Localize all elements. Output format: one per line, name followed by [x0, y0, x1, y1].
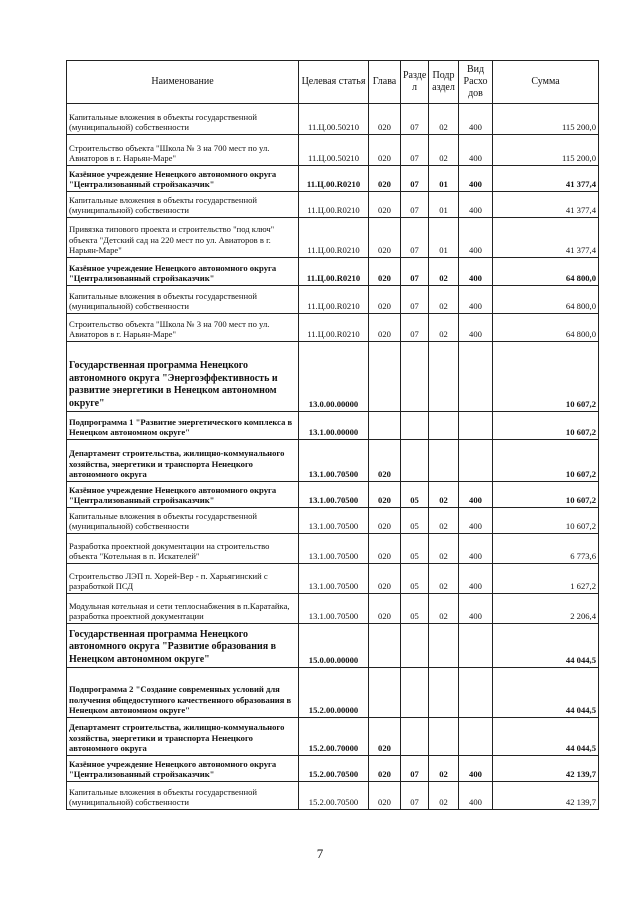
row-subsection-cell: 02	[429, 286, 459, 314]
row-expense-type-cell: 400	[459, 218, 493, 258]
row-chapter-cell: 020	[369, 534, 401, 564]
table-row	[67, 218, 599, 258]
row-subsection-cell: 02	[429, 314, 459, 342]
row-target-cell: 15.2.00.70500	[299, 782, 369, 810]
row-section-cell: 05	[401, 564, 429, 594]
row-section-cell	[401, 718, 429, 756]
row-expense-type-cell	[459, 718, 493, 756]
row-subsection-cell	[429, 624, 459, 668]
row-subsection-cell: 02	[429, 104, 459, 135]
row-chapter-cell: 020	[369, 218, 401, 258]
row-target-cell: 13.0.00.00000	[299, 342, 369, 412]
row-expense-type-cell: 400	[459, 534, 493, 564]
row-sum-cell: 64 800,0	[493, 258, 599, 286]
row-sum-cell: 44 044,5	[493, 718, 599, 756]
row-sum-cell: 10 607,2	[493, 508, 599, 534]
row-name-cell: Департамент строительства, жилищно-коммунального хозяйства, энергетики и транспорта Ненецкого автономного округа	[67, 440, 299, 482]
row-chapter-cell	[369, 624, 401, 668]
table-row	[67, 192, 599, 218]
header-subsection: Подр аздел	[429, 61, 459, 104]
row-sum-cell: 2 206,4	[493, 594, 599, 624]
row-target-cell: 11.Ц.00.R0210	[299, 192, 369, 218]
table-row	[67, 594, 599, 624]
table-row	[67, 482, 599, 508]
row-expense-type-cell: 400	[459, 564, 493, 594]
row-chapter-cell: 020	[369, 756, 401, 782]
table-header-row	[67, 61, 599, 104]
row-section-cell: 05	[401, 482, 429, 508]
row-section-cell	[401, 440, 429, 482]
row-chapter-cell: 020	[369, 135, 401, 166]
row-sum-cell: 10 607,2	[493, 482, 599, 508]
header-expense-type: Вид Расхо дов	[459, 61, 493, 104]
row-name-cell: Подпрограмма 2 "Создание современных условий для получения общедоступного качественного образования в Ненецком автономном округе"	[67, 668, 299, 718]
row-expense-type-cell: 400	[459, 756, 493, 782]
row-target-cell: 11.Ц.00.50210	[299, 104, 369, 135]
row-name-cell: Капитальные вложения в объекты государственной (муниципальной) собственности	[67, 782, 299, 810]
table-row	[67, 718, 599, 756]
row-name-cell: Казённое учреждение Ненецкого автономного округа "Централизованный стройзаказчик"	[67, 756, 299, 782]
header-target-article: Целевая статья	[299, 61, 369, 104]
row-expense-type-cell: 400	[459, 166, 493, 192]
row-chapter-cell	[369, 412, 401, 440]
row-target-cell: 13.1.00.70500	[299, 482, 369, 508]
row-expense-type-cell: 400	[459, 104, 493, 135]
row-name-cell: Привязка типового проекта и строительство "под ключ" объекта "Детский сад на 220 мест по ул. Авиаторов в г. Нарьян-Маре"	[67, 218, 299, 258]
row-section-cell	[401, 412, 429, 440]
row-expense-type-cell: 400	[459, 192, 493, 218]
row-section-cell: 07	[401, 192, 429, 218]
row-target-cell: 13.1.00.70500	[299, 594, 369, 624]
row-chapter-cell: 020	[369, 782, 401, 810]
row-name-cell: Казённое учреждение Ненецкого автономного округа "Централизованный стройзаказчик"	[67, 482, 299, 508]
row-chapter-cell: 020	[369, 594, 401, 624]
table-row	[67, 624, 599, 668]
row-section-cell: 07	[401, 104, 429, 135]
budget-table	[66, 60, 599, 810]
row-name-cell: Капитальные вложения в объекты государственной (муниципальной) собственности	[67, 508, 299, 534]
row-expense-type-cell	[459, 342, 493, 412]
row-expense-type-cell	[459, 412, 493, 440]
row-expense-type-cell	[459, 624, 493, 668]
row-sum-cell: 10 607,2	[493, 440, 599, 482]
row-sum-cell: 41 377,4	[493, 166, 599, 192]
row-sum-cell: 41 377,4	[493, 192, 599, 218]
row-sum-cell: 115 200,0	[493, 135, 599, 166]
row-expense-type-cell	[459, 440, 493, 482]
header-sum: Сумма	[493, 61, 599, 104]
row-section-cell	[401, 668, 429, 718]
row-section-cell: 05	[401, 594, 429, 624]
row-name-cell: Разработка проектной документации на строительство объекта "Котельная в п. Искателей"	[67, 534, 299, 564]
table-row	[67, 564, 599, 594]
row-section-cell	[401, 342, 429, 412]
row-expense-type-cell	[459, 668, 493, 718]
row-chapter-cell: 020	[369, 104, 401, 135]
row-name-cell: Капитальные вложения в объекты государственной (муниципальной) собственности	[67, 104, 299, 135]
row-section-cell: 07	[401, 135, 429, 166]
row-section-cell: 07	[401, 286, 429, 314]
row-chapter-cell: 020	[369, 482, 401, 508]
row-name-cell: Казённое учреждение Ненецкого автономного округа "Централизованный стройзаказчик"	[67, 166, 299, 192]
row-target-cell: 11.Ц.00.R0210	[299, 286, 369, 314]
row-subsection-cell: 02	[429, 756, 459, 782]
row-subsection-cell: 02	[429, 258, 459, 286]
row-expense-type-cell: 400	[459, 314, 493, 342]
row-section-cell: 05	[401, 534, 429, 564]
row-sum-cell: 64 800,0	[493, 286, 599, 314]
row-chapter-cell: 020	[369, 192, 401, 218]
row-target-cell: 13.1.00.70500	[299, 564, 369, 594]
table-row	[67, 668, 599, 718]
row-target-cell: 13.1.00.70500	[299, 534, 369, 564]
table-row	[67, 104, 599, 135]
row-name-cell: Государственная программа Ненецкого автономного округа "Энергоэффективность и развитие энергетики в Ненецком автономном округе"	[67, 342, 299, 412]
row-section-cell: 07	[401, 166, 429, 192]
row-sum-cell: 41 377,4	[493, 218, 599, 258]
row-expense-type-cell: 400	[459, 594, 493, 624]
row-sum-cell: 42 139,7	[493, 782, 599, 810]
row-chapter-cell: 020	[369, 508, 401, 534]
row-name-cell: Государственная программа Ненецкого автономного округа "Развитие образования в Ненецком автономном округе"	[67, 624, 299, 668]
row-section-cell: 07	[401, 314, 429, 342]
row-target-cell: 11.Ц.00.R0210	[299, 258, 369, 286]
row-name-cell: Департамент строительства, жилищно-коммунального хозяйства, энергетики и транспорта Ненецкого автономного округа	[67, 718, 299, 756]
table-row	[67, 440, 599, 482]
header-name: Наименование	[67, 61, 299, 104]
row-name-cell: Капитальные вложения в объекты государственной (муниципальной) собственности	[67, 192, 299, 218]
row-chapter-cell: 020	[369, 286, 401, 314]
row-name-cell: Строительство объекта "Школа № 3 на 700 мест по ул. Авиаторов в г. Нарьян-Маре"	[67, 135, 299, 166]
row-sum-cell: 42 139,7	[493, 756, 599, 782]
row-expense-type-cell: 400	[459, 782, 493, 810]
row-target-cell: 11.Ц.00.R0210	[299, 218, 369, 258]
row-target-cell: 13.1.00.70500	[299, 440, 369, 482]
row-expense-type-cell: 400	[459, 508, 493, 534]
row-name-cell: Капитальные вложения в объекты государственной (муниципальной) собственности	[67, 286, 299, 314]
table-row	[67, 412, 599, 440]
row-chapter-cell	[369, 342, 401, 412]
row-subsection-cell: 02	[429, 782, 459, 810]
row-target-cell: 15.2.00.00000	[299, 668, 369, 718]
table-row	[67, 166, 599, 192]
table-row	[67, 508, 599, 534]
row-chapter-cell	[369, 668, 401, 718]
row-sum-cell: 115 200,0	[493, 104, 599, 135]
row-expense-type-cell: 400	[459, 258, 493, 286]
row-section-cell: 07	[401, 782, 429, 810]
row-subsection-cell: 02	[429, 534, 459, 564]
table-row	[67, 534, 599, 564]
row-subsection-cell	[429, 412, 459, 440]
table-row	[67, 286, 599, 314]
row-target-cell: 11.Ц.00.R0210	[299, 314, 369, 342]
row-subsection-cell	[429, 342, 459, 412]
row-expense-type-cell: 400	[459, 286, 493, 314]
header-chapter: Глава	[369, 61, 401, 104]
row-sum-cell: 64 800,0	[493, 314, 599, 342]
table-row	[67, 782, 599, 810]
row-subsection-cell: 01	[429, 166, 459, 192]
page-number: 7	[316, 846, 324, 861]
row-sum-cell: 44 044,5	[493, 624, 599, 668]
row-chapter-cell: 020	[369, 166, 401, 192]
row-subsection-cell	[429, 668, 459, 718]
row-target-cell: 11.Ц.00.50210	[299, 135, 369, 166]
row-section-cell	[401, 624, 429, 668]
row-target-cell: 13.1.00.70500	[299, 508, 369, 534]
row-chapter-cell: 020	[369, 440, 401, 482]
row-subsection-cell: 02	[429, 482, 459, 508]
row-subsection-cell: 01	[429, 192, 459, 218]
row-name-cell: Казённое учреждение Ненецкого автономного округа "Централизованный стройзаказчик"	[67, 258, 299, 286]
row-chapter-cell: 020	[369, 718, 401, 756]
header-section: Разде л	[401, 61, 429, 104]
row-name-cell: Строительство ЛЭП п. Хорей-Вер - п. Харьягинский с разработкой ПСД	[67, 564, 299, 594]
row-section-cell: 07	[401, 218, 429, 258]
table-body	[67, 104, 599, 810]
row-subsection-cell: 02	[429, 594, 459, 624]
row-expense-type-cell: 400	[459, 482, 493, 508]
row-name-cell: Подпрограмма 1 "Развитие энергетического комплекса в Ненецком автономном округе"	[67, 412, 299, 440]
row-chapter-cell: 020	[369, 258, 401, 286]
row-subsection-cell	[429, 718, 459, 756]
row-chapter-cell: 020	[369, 314, 401, 342]
table-row	[67, 258, 599, 286]
table-row	[67, 314, 599, 342]
row-sum-cell: 6 773,6	[493, 534, 599, 564]
row-sum-cell: 10 607,2	[493, 342, 599, 412]
row-section-cell: 07	[401, 258, 429, 286]
row-target-cell: 15.2.00.70500	[299, 756, 369, 782]
row-subsection-cell: 02	[429, 135, 459, 166]
table-row	[67, 342, 599, 412]
row-sum-cell: 1 627,2	[493, 564, 599, 594]
row-sum-cell: 44 044,5	[493, 668, 599, 718]
table-row	[67, 135, 599, 166]
row-target-cell: 15.0.00.00000	[299, 624, 369, 668]
row-name-cell: Строительство объекта "Школа № 3 на 700 мест по ул. Авиаторов в г. Нарьян-Маре"	[67, 314, 299, 342]
row-expense-type-cell: 400	[459, 135, 493, 166]
row-target-cell: 13.1.00.00000	[299, 412, 369, 440]
row-section-cell: 07	[401, 756, 429, 782]
row-name-cell: Модульная котельная и сети теплоснабжения в п.Каратайка, разработка проектной документации	[67, 594, 299, 624]
row-target-cell: 15.2.00.70000	[299, 718, 369, 756]
row-subsection-cell	[429, 440, 459, 482]
row-chapter-cell: 020	[369, 564, 401, 594]
row-sum-cell: 10 607,2	[493, 412, 599, 440]
row-subsection-cell: 02	[429, 508, 459, 534]
row-target-cell: 11.Ц.00.R0210	[299, 166, 369, 192]
row-subsection-cell: 01	[429, 218, 459, 258]
row-section-cell: 05	[401, 508, 429, 534]
table-row	[67, 756, 599, 782]
row-subsection-cell: 02	[429, 564, 459, 594]
